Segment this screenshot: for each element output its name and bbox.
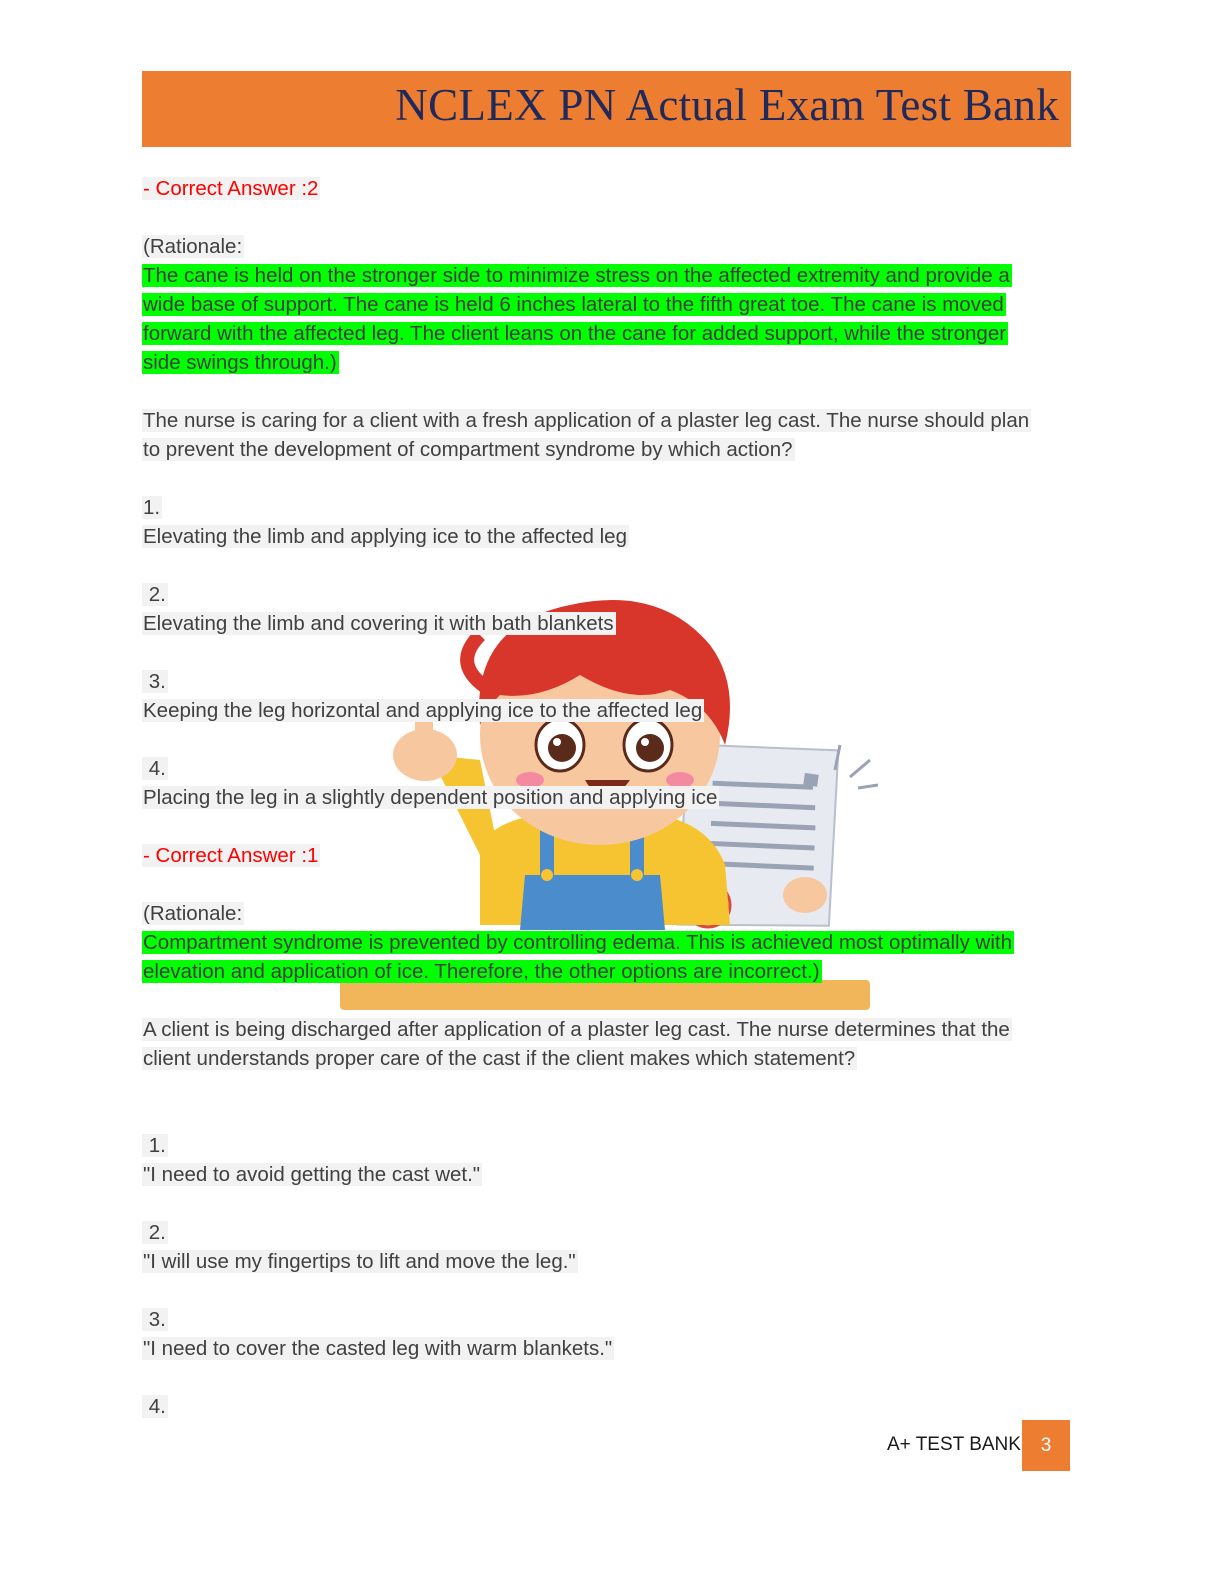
- rationale-line: wide base of support. The cane is held 6 inches lateral to the fifth great toe. The cane is moved: [143, 293, 1004, 316]
- page-number: 3: [1022, 1420, 1070, 1471]
- option-number: 4.: [143, 1395, 166, 1418]
- rationale-line: elevation and application of ice. Therefore, the other options are incorrect.): [143, 960, 820, 983]
- question-stem-line: The nurse is caring for a client with a fresh application of a plaster leg cast. The nurse should plan: [143, 409, 1030, 432]
- option-text: "I will use my fingertips to lift and move the leg.": [143, 1250, 576, 1273]
- correct-answer-2: - Correct Answer :1: [143, 844, 319, 867]
- option-number: 3.: [143, 1308, 166, 1331]
- option-text: "I need to cover the casted leg with warm blankets.": [143, 1337, 613, 1360]
- rationale-label-1: (Rationale:: [143, 235, 243, 258]
- rationale-line: forward with the affected leg. The client leans on the cane for added support, while the stronger: [143, 322, 1007, 345]
- correct-answer-1: - Correct Answer :2: [143, 177, 319, 200]
- option-number: 4.: [143, 757, 166, 780]
- option-text: "I need to avoid getting the cast wet.": [143, 1163, 481, 1186]
- option-number: 1.: [143, 1134, 166, 1157]
- rationale-label-2: (Rationale:: [143, 902, 243, 925]
- header-banner: [142, 71, 1071, 147]
- question-stem-line: client understands proper care of the cast if the client makes which statement?: [143, 1047, 856, 1070]
- question-stem-line: to prevent the development of compartment syndrome by which action?: [143, 438, 793, 461]
- rationale-line: side swings through.): [143, 351, 337, 374]
- option-text: Placing the leg in a slightly dependent position and applying ice: [143, 786, 718, 809]
- option-text: Elevating the limb and covering it with bath blankets: [143, 612, 614, 635]
- option-number: 2.: [143, 583, 166, 606]
- footer-label: A+ TEST BANK: [887, 1434, 1021, 1455]
- option-number: 1.: [143, 496, 161, 519]
- option-text: Keeping the leg horizontal and applying ice to the affected leg: [143, 699, 703, 722]
- option-number: 3.: [143, 670, 166, 693]
- question-stem-line: A client is being discharged after application of a plaster leg cast. The nurse determines that the: [143, 1018, 1010, 1041]
- document-title: NCLEX PN Actual Exam Test Bank: [395, 80, 1059, 130]
- option-text: Elevating the limb and applying ice to the affected leg: [143, 525, 627, 548]
- option-number: 2.: [143, 1221, 166, 1244]
- rationale-line: The cane is held on the stronger side to minimize stress on the affected extremity and provide a: [143, 264, 1010, 287]
- rationale-line: Compartment syndrome is prevented by controlling edema. This is achieved most optimally with: [143, 931, 1012, 954]
